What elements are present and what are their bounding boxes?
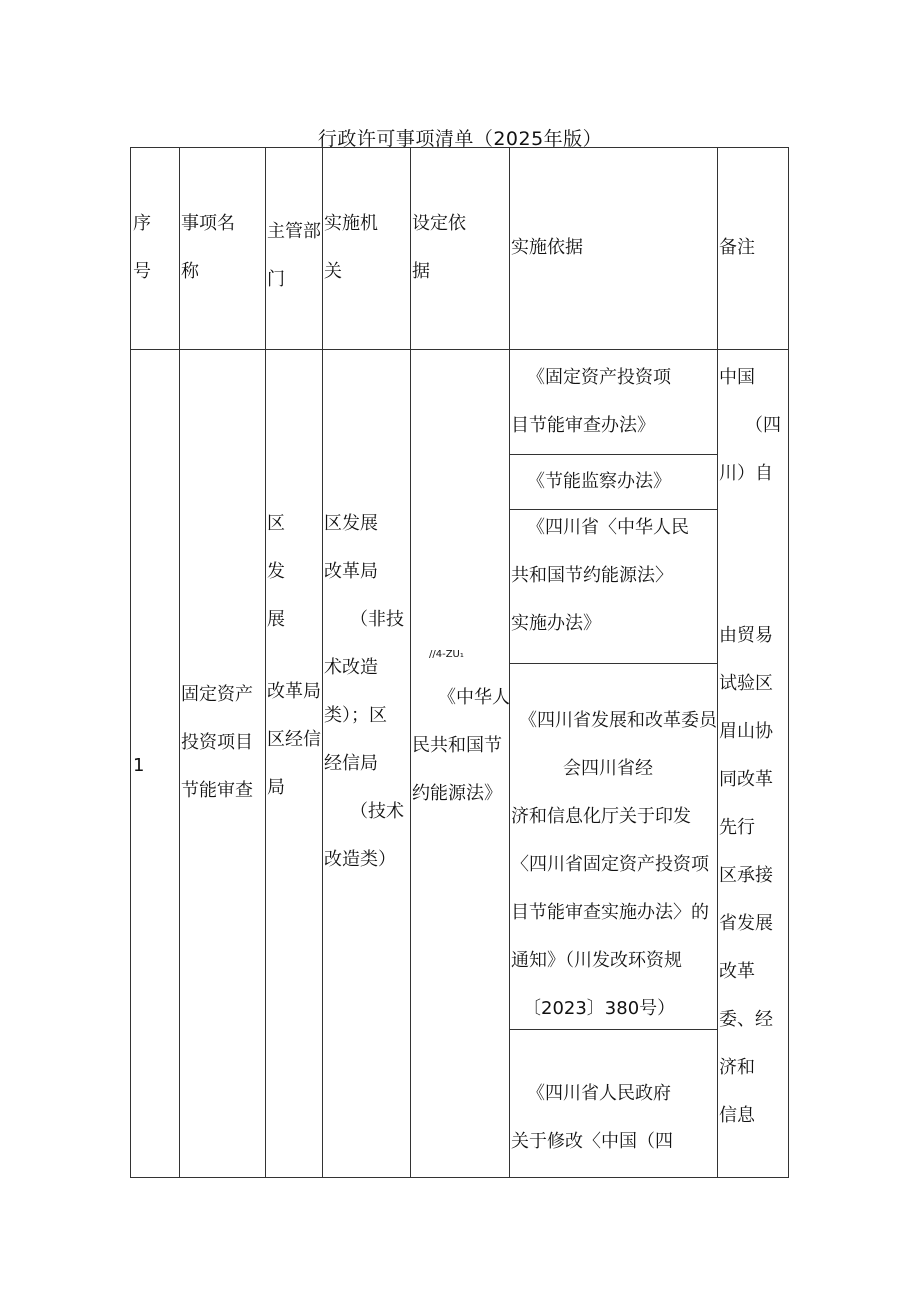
cell-item-name: 固定资产 投资项目 节能审查 [181, 684, 253, 801]
page-title: 行政许可事项清单（2025年版） [317, 128, 603, 150]
cell-dept: 区 发 展 改革局 区经信 局 [267, 513, 321, 798]
cell-agency: 区发展 改革局 （非技 术改造 类）；区 经信局 （技术 改造类） [324, 513, 404, 870]
impl-basis-item: 《四川省〈中华人民 共和国节约能源法〉 实施办法》 [511, 517, 689, 634]
basis-divider [509, 663, 717, 664]
header-divider [131, 349, 788, 350]
header-item-name: 事项名 称 [181, 213, 235, 282]
impl-basis-item: 《四川省发展和改革委员 会四川省经 济和信息化厅关于印发 〈四川省固定资产投资项 目节能审查实施办法〉的 通知》（川发改环资规 〔2023〕380号） [511, 710, 717, 1019]
header-remark: 备注 [719, 237, 755, 258]
impl-basis-item: 《固定资产投资项 目节能审查办法》 [511, 367, 671, 436]
cell-seq: 1 [133, 755, 145, 776]
header-seq: 序 号 [133, 213, 151, 282]
col-divider [717, 148, 718, 1177]
header-basis: 设定依 据 [412, 213, 466, 282]
impl-basis-item: 《四川省人民政府 关于修改〈中国（四 [511, 1083, 673, 1152]
basis-note: //4-ZU₁ [429, 649, 464, 660]
cell-remark: 中国 （四 川）自 由贸易 试验区 眉山协 同改革 先行 区承接 省发展 改革 委、经 济和 信息 [719, 367, 781, 1126]
cell-basis: 《中华人 民共和国节 约能源法》 [412, 687, 510, 804]
permit-table [130, 147, 789, 1178]
impl-basis-item: 《节能监察办法》 [527, 471, 671, 492]
col-divider [265, 148, 266, 1177]
header-agency: 实施机 关 [324, 213, 378, 282]
col-divider [179, 148, 180, 1177]
col-divider [322, 148, 323, 1177]
header-impl-basis: 实施依据 [511, 237, 583, 258]
basis-divider [509, 454, 717, 455]
col-divider [410, 148, 411, 1177]
header-dept: 主管部 门 [267, 221, 321, 290]
